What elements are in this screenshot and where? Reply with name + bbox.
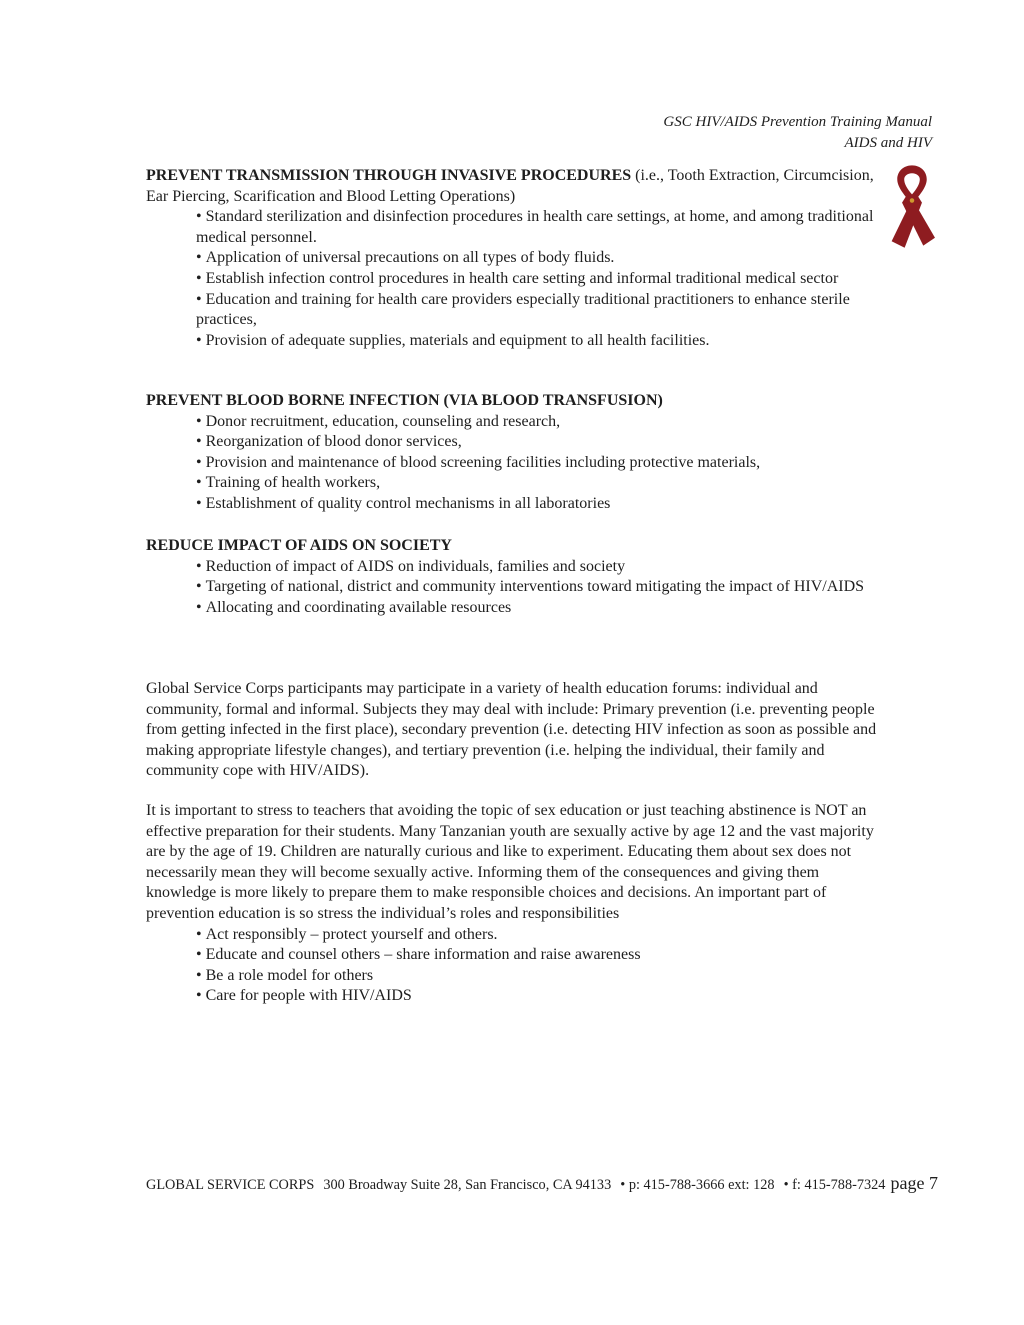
list-item: • Reduction of impact of AIDS on individuals, families and society: [196, 557, 890, 578]
list-item: • Educate and counsel others – share information and raise awareness: [196, 945, 890, 966]
footer-phone: • p: 415-788-3666 ext: 128: [620, 1177, 775, 1193]
list-item: • Allocating and coordinating available resources: [196, 598, 890, 619]
aids-ribbon-icon: [886, 161, 938, 253]
list-item: • Donor recruitment, education, counseling and research,: [196, 412, 890, 433]
section-heading: [146, 391, 890, 412]
manual-title: GSC HIV/AIDS Prevention Training Manual: [663, 114, 932, 130]
footer-fax: • f: 415-788-7324: [783, 1177, 886, 1193]
chapter-title: AIDS and HIV: [844, 135, 932, 151]
bullet-list: [146, 412, 890, 515]
list-item: • Provision of adequate supplies, materials and equipment to all health facilities.: [196, 331, 890, 352]
paragraph-sex-education: [146, 801, 890, 1007]
section-invasive-procedures: [146, 166, 890, 351]
bullet-list: [146, 925, 890, 1007]
list-item: • Care for people with HIV/AIDS: [196, 986, 890, 1007]
list-item: • Provision and maintenance of blood screening facilities including protective materials,: [196, 453, 890, 474]
paragraph-health-education-forums: Global Service Corps participants may participate in a variety of health education forums: individual and community, formal and informal. Subjects they may deal with include: Primary prevention (i.e. preventing people from getting infected in the first place), secondary prevention (i.e. detecting HIV infection as soon as possible and making appropriate lifestyle changes), and tertiary prevention (i.e. helping the individual, their family and community cope with HIV/AIDS).: [146, 680, 877, 780]
section-heading-bold: REDUCE IMPACT OF AIDS ON SOCIETY: [146, 537, 452, 554]
list-item: • Reorganization of blood donor services,: [196, 432, 890, 453]
list-item: • Be a role model for others: [196, 966, 890, 987]
list-item: • Establish infection control procedures in health care setting and informal traditional medical sector: [196, 269, 890, 290]
page-number: page 7: [890, 1173, 938, 1193]
paragraph-text: It is important to stress to teachers that avoiding the topic of sex education or just teaching abstinence is NOT an effective preparation for their students. Many Tanzanian youth are sexually active by age 12 and the vast majority are by the age of 19. Children are naturally curious and like to experiment. Educating them about sex does not necessarily mean they will become sexually active. Informing them of the consequences and giving them knowledge is more likely to prepare them to make responsible choices and decisions. An important part of prevention education is so stress the individual’s roles and responsibilities: [146, 802, 874, 922]
list-item: • Establishment of quality control mechanisms in all laboratories: [196, 494, 890, 515]
page-footer: [146, 1173, 938, 1194]
list-item: • Education and training for health care providers especially traditional practitioners to enhance sterile practices,: [196, 290, 890, 331]
section-heading: [146, 536, 890, 557]
section-blood-borne-infection: [146, 391, 890, 515]
section-heading-bold: PREVENT TRANSMISSION THROUGH INVASIVE PROCEDURES: [146, 167, 632, 184]
page-header: [663, 112, 932, 154]
list-item: • Act responsibly – protect yourself and others.: [196, 925, 890, 946]
section-reduce-impact: [146, 536, 890, 618]
section-heading-rest: (i.e., Tooth Extraction, Circumcision, Ear Piercing, Scarification and Blood Letting Operations): [146, 167, 874, 205]
list-item: • Standard sterilization and disinfection procedures in health care settings, at home, and among traditional medical personnel.: [196, 207, 890, 248]
bullet-list: [146, 557, 890, 619]
section-heading-bold: PREVENT BLOOD BORNE INFECTION (VIA BLOOD TRANSFUSION): [146, 392, 663, 409]
list-item: • Application of universal precautions on all types of body fluids.: [196, 248, 890, 269]
list-item: • Training of health workers,: [196, 473, 890, 494]
footer-organization: GLOBAL SERVICE CORPS: [146, 1177, 315, 1193]
list-item: • Targeting of national, district and community interventions toward mitigating the impact of HIV/AIDS: [196, 577, 890, 598]
footer-address: 300 Broadway Suite 28, San Francisco, CA 94133: [323, 1177, 612, 1193]
section-heading: [146, 166, 890, 207]
bullet-list: [146, 207, 890, 351]
